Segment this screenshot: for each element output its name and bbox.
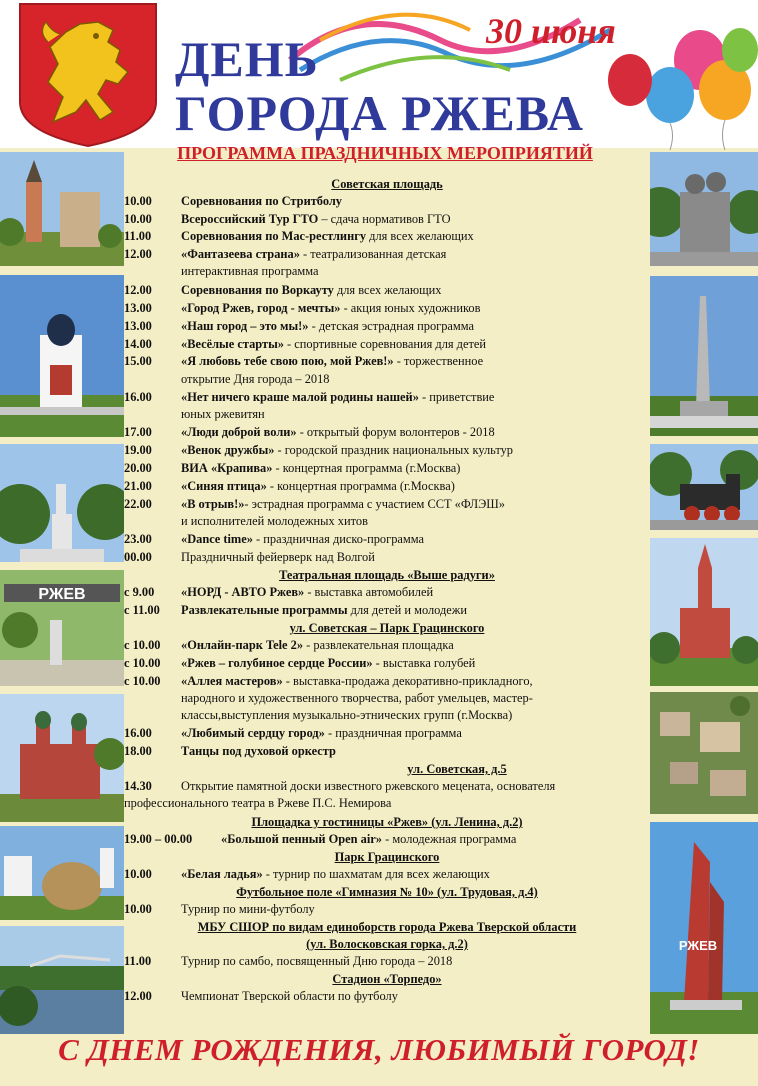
schedule-row bbox=[124, 636, 650, 654]
photo-cathedral bbox=[650, 538, 758, 686]
event-time: 21.00 bbox=[124, 479, 152, 493]
event-text: Соревнования по Воркауту для всех желающих bbox=[181, 283, 442, 297]
event-text-continued: классы,выступления музыкально-этнических групп (г.Москва) bbox=[181, 708, 513, 722]
event-time: 12.00 bbox=[124, 989, 152, 1003]
event-time: 16.00 bbox=[124, 726, 152, 740]
event-time: с 10.00 bbox=[124, 656, 161, 670]
event-text-continued: профессионального театра в Ржеве П.С. Немирова bbox=[124, 796, 392, 810]
schedule-row bbox=[124, 299, 650, 317]
schedule-row bbox=[124, 495, 650, 513]
photo-church-square bbox=[0, 152, 124, 266]
event-time: 23.00 bbox=[124, 532, 152, 546]
event-text: «Нет ничего краше малой родины нашей» - приветствие bbox=[181, 390, 495, 404]
event-text: «Dance time» - праздничная диско-программа bbox=[181, 532, 425, 546]
schedule-row bbox=[124, 530, 650, 548]
event-text: «Белая ладья» - турнир по шахматам для всех желающих bbox=[181, 867, 490, 881]
event-text: «Синяя птица» - концертная программа (г.Москва) bbox=[181, 479, 455, 493]
schedule-row bbox=[124, 281, 650, 299]
footer-greeting: С ДНЕМ РОЖДЕНИЯ, ЛЮБИМЫЙ ГОРОД! bbox=[58, 1032, 700, 1067]
schedule-row bbox=[124, 317, 650, 335]
schedule-row bbox=[124, 654, 650, 672]
event-time: 19.00 bbox=[124, 443, 152, 457]
event-time: 22.00 bbox=[124, 497, 152, 511]
event-text: Чемпионат Тверской области по футболу bbox=[181, 989, 398, 1003]
event-time: 19.00 – 00.00 bbox=[124, 832, 193, 846]
event-text: «Аллея мастеров» - выставка-продажа декоративно-прикладного, bbox=[181, 674, 533, 688]
event-time: 20.00 bbox=[124, 461, 152, 475]
event-text: «Любимый сердцу город» - праздничная программа bbox=[181, 726, 462, 740]
event-time: 10.00 bbox=[124, 902, 152, 916]
event-time: 15.00 bbox=[124, 354, 152, 368]
section-heading: Стадион «Торпедо» bbox=[332, 972, 442, 986]
schedule-row bbox=[124, 477, 650, 495]
event-text-continued: и исполнителей молодежных хитов bbox=[181, 514, 368, 528]
photo-river bbox=[0, 926, 124, 1034]
section-heading: Парк Грацинского bbox=[334, 850, 440, 864]
event-text: Турнир по самбо, посвященный Дню города – 2018 bbox=[181, 954, 453, 968]
schedule-row bbox=[124, 900, 650, 918]
schedule-row bbox=[124, 210, 650, 228]
monument-sign-label: РЖЕВ bbox=[678, 938, 718, 953]
event-text: «Фантазеева страна» - театрализованная детская bbox=[181, 247, 447, 261]
schedule-row bbox=[124, 672, 650, 690]
section-heading: Футбольное поле «Гимназия № 10» (ул. Трудовая, д.4) bbox=[236, 885, 538, 899]
photo-entry-monument bbox=[650, 822, 758, 1034]
event-time: 10.00 bbox=[124, 867, 152, 881]
photo-monument-lenin bbox=[0, 444, 124, 562]
event-text: Праздничный фейерверк над Волгой bbox=[181, 550, 375, 564]
event-text: Соревнования по Стритболу bbox=[181, 194, 342, 208]
event-time: 14.30 bbox=[124, 779, 152, 793]
photo-rzhev-sign bbox=[0, 570, 124, 686]
event-time: 13.00 bbox=[124, 301, 152, 315]
event-text: ВИА «Крапива» - концертная программа (г.Москва) bbox=[181, 461, 461, 475]
event-time: 00.00 bbox=[124, 550, 152, 564]
schedule-row bbox=[124, 742, 650, 760]
photo-locomotive bbox=[650, 444, 758, 530]
event-time: 17.00 bbox=[124, 425, 152, 439]
section-heading: Площадка у гостиницы «Ржев» (ул. Ленина, д.2) bbox=[251, 815, 523, 829]
section-heading: Советская площадь bbox=[331, 177, 443, 191]
schedule-row bbox=[124, 388, 650, 406]
section-heading: (ул. Волосковская горка, д.2) bbox=[306, 937, 468, 951]
photo-obelisk bbox=[650, 276, 758, 436]
event-text: «НОРД - АВТО Ржев» - выставка автомобилей bbox=[181, 585, 434, 599]
event-text: Танцы под духовой оркестр bbox=[181, 744, 336, 758]
section-heading: ул. Советская – Парк Грацинского bbox=[289, 621, 485, 635]
event-text: «Большой пенный Open air» - молодежная программа bbox=[221, 832, 517, 846]
event-time: 11.00 bbox=[124, 954, 152, 968]
event-text: «Венок дружбы» - городской праздник национальных культур bbox=[181, 443, 513, 457]
page-title-line1: ДЕНЬ bbox=[175, 31, 319, 87]
event-text: «Ржев – голубиное сердце России» - выставка голубей bbox=[181, 656, 476, 670]
event-time: с 10.00 bbox=[124, 674, 161, 688]
schedule-row bbox=[124, 459, 650, 477]
event-text: Соревнования по Мас-рестлингу для всех желающих bbox=[181, 229, 474, 243]
event-time: 11.00 bbox=[124, 229, 152, 243]
header bbox=[0, 0, 758, 148]
photo-city-aerial bbox=[650, 692, 758, 814]
event-text: Открытие памятной доски известного ржевского мецената, основателя bbox=[181, 779, 556, 793]
event-text-continued: народного и художественного творчества, работ умельцев, мастер- bbox=[181, 691, 533, 705]
schedule-row bbox=[124, 601, 650, 619]
photo-church-red bbox=[0, 694, 124, 822]
event-text-continued: юных ржевитян bbox=[181, 407, 265, 421]
event-text: Всероссийский Тур ГТО – сдача нормативов ГТО bbox=[181, 212, 451, 226]
event-text: «В отрыв!»- эстрадная программа с участием ССТ «ФЛЭШ» bbox=[181, 497, 505, 511]
rzhev-sign-label: РЖЕВ bbox=[38, 586, 86, 603]
event-text-continued: интерактивная программа bbox=[181, 264, 319, 278]
program-title: ПРОГРАММА ПРАЗДНИЧНЫХ МЕРОПРИЯТИЙ bbox=[177, 143, 593, 163]
event-text: «Я любовь тебе свою пою, мой Ржев!» - торжественное bbox=[181, 354, 484, 368]
event-date: 30 июня bbox=[486, 11, 616, 51]
coat-of-arms-icon bbox=[18, 2, 158, 148]
event-time: с 11.00 bbox=[124, 603, 160, 617]
event-time: 18.00 bbox=[124, 744, 152, 758]
schedule-row bbox=[124, 548, 650, 566]
event-time: 13.00 bbox=[124, 319, 152, 333]
schedule-row bbox=[124, 583, 650, 601]
schedule-row bbox=[124, 865, 650, 883]
photo-memorial-stone bbox=[0, 826, 124, 920]
event-text: «Онлайн-парк Tele 2» - развлекательная площадка bbox=[181, 638, 454, 652]
event-time: 16.00 bbox=[124, 390, 152, 404]
event-time: 14.00 bbox=[124, 337, 152, 351]
photo-monument-busts bbox=[650, 152, 758, 266]
photo-chapel bbox=[0, 275, 124, 437]
event-text: Развлекательные программы для детей и молодежи bbox=[181, 603, 467, 617]
schedule-row bbox=[124, 724, 650, 742]
schedule-row bbox=[124, 352, 650, 370]
section-heading: МБУ СШОР по видам единоборств города Ржева Тверской области bbox=[197, 920, 577, 934]
schedule-row bbox=[124, 830, 650, 848]
event-text-continued: открытие Дня города – 2018 bbox=[181, 372, 330, 386]
schedule-row bbox=[124, 987, 650, 1005]
event-time: 10.00 bbox=[124, 194, 152, 208]
event-time: 10.00 bbox=[124, 212, 152, 226]
event-text: «Весёлые старты» - спортивные соревнования для детей bbox=[181, 337, 487, 351]
schedule-row bbox=[124, 423, 650, 441]
schedule-row bbox=[124, 192, 650, 210]
page-title-line2: ГОРОДА РЖЕВА bbox=[175, 85, 584, 141]
schedule-row bbox=[124, 441, 650, 459]
event-time: с 10.00 bbox=[124, 638, 161, 652]
schedule-row bbox=[124, 777, 650, 795]
event-time: 12.00 bbox=[124, 247, 152, 261]
event-time: с 9.00 bbox=[124, 585, 155, 599]
schedule-row bbox=[124, 245, 650, 263]
event-text: «Город Ржев, город - мечты» - акция юных художников bbox=[181, 301, 481, 315]
event-text: Турнир по мини-футболу bbox=[181, 902, 315, 916]
section-heading: Театральная площадь «Выше радуги» bbox=[279, 568, 495, 582]
event-text: «Люди доброй воли» - открытый форум волонтеров - 2018 bbox=[181, 425, 495, 439]
event-text: «Наш город – это мы!» - детская эстрадная программа bbox=[181, 319, 475, 333]
schedule-row bbox=[124, 952, 650, 970]
schedule-row bbox=[124, 335, 650, 353]
schedule-row bbox=[124, 227, 650, 245]
event-time: 12.00 bbox=[124, 283, 152, 297]
section-heading: ул. Советская, д.5 bbox=[407, 762, 507, 776]
